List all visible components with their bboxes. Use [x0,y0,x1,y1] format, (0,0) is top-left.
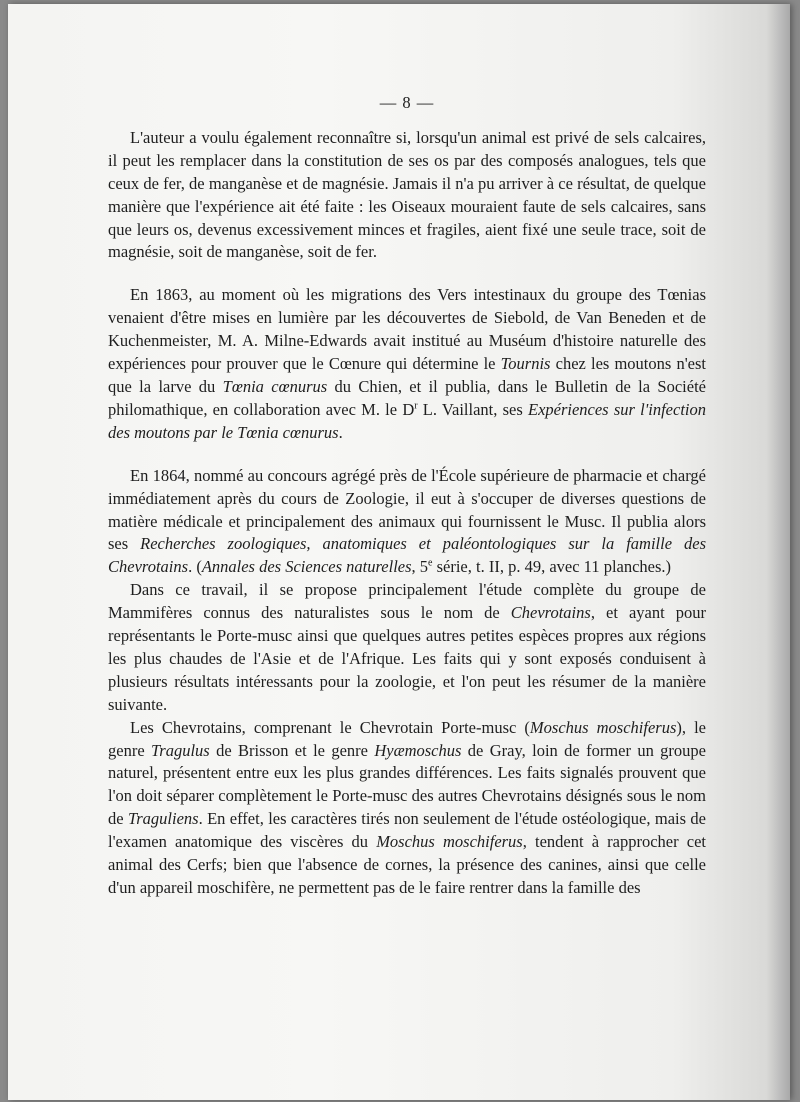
text-span: de Gray, loin de former un groupe naturel, présentent entre eux les plus grandes différences. Les faits signalés prouvent que l'on doit séparer complètement le Porte-musc des autres Chevrotains désignés sous le nom de [108,740,706,829]
paragraph-2 [108,284,706,444]
text-span: série, t. II, p. 49, avec 11 planches.) [432,557,672,577]
italic-term: Tragulus [151,740,210,760]
paragraph-5 [108,717,706,900]
text-span: Dans ce travail, il se propose principalement l'étude complète du groupe de Mammifères connus des naturalistes sous le nom de [108,580,706,623]
text-span: , et ayant pour représentants le Porte-musc ainsi que quelques autres petites espèces propres aux régions les plus chaudes de l'Asie et de l'Afrique. Les faits qui y sont exposés conduisent à plusieurs résultats intéressants pour la zoologie, et l'on peut les résumer de la manière suivante. [108,603,706,714]
publication-title: Recherches zoologiques, anatomiques et paléontologiques sur la famille des Chevrotains [108,534,707,577]
journal-title: Annales des Sciences naturelles [201,557,412,577]
italic-term: Chevrotains [510,603,591,623]
text-span: du Chien, et il publia, dans le Bulletin de la Société philomathique, en collaboration avec M. le D [108,376,706,419]
text-span: de Brisson et le genre [209,740,375,760]
italic-term: Tœnia cœnurus [222,376,328,396]
text-span: . [338,422,343,442]
text-span: ), le genre [108,717,706,760]
text-span: Les Chevrotains, comprenant le Chevrotain Porte-musc ( [130,717,530,737]
page-number: — 8 — [379,93,435,112]
paragraph-4 [108,579,706,716]
page-content [108,92,706,900]
superscript: r [414,400,418,412]
text-span: , 5 [411,557,429,577]
italic-term: Traguliens [127,809,199,829]
publication-title: Expériences sur l'infection des moutons par le Tœnia cœnurus [108,399,706,442]
text-span: . ( [188,557,202,577]
text-span: L. Vaillant, ses [417,399,528,419]
italic-term: Moschus moschiferus [529,717,677,737]
italic-term: Moschus moschiferus [376,832,523,852]
superscript: e [428,557,433,569]
document-page [8,4,790,1100]
text-span: . En effet, les caractères tirés non seulement de l'étude ostéologique, mais de l'examen anatomique des viscères du [108,809,706,852]
text-span: En 1864, nommé au concours agrégé près de l'École supérieure de pharmacie et chargé immédiatement après du cours de Zoologie, il eut à s'occuper de diverses questions de matière médicale et principalement des animaux qui fournissent le Musc. Il publia alors ses [108,465,706,554]
italic-term: Tournis [500,354,551,374]
text-span: chez les moutons n'est que la larve du [108,354,706,396]
paragraph-1: L'auteur a voulu également reconnaître si, lorsqu'un animal est privé de sels calcaires, il peut les remplacer dans la constitution de ses os par des composés analogues, tels que ceux de fer, de manganèse et de magnésie. Jamais il n'a pu arriver à ce résultat, de quelque manière que l'expérience ait été faite : les Oiseaux mouraient faute de sels calcaires, sans que leurs os, devenus excessivement minces et fragiles, aient fixé une seule trace, soit de magnésie, soit de manganèse, soit de fer. [108,127,706,262]
italic-term: Hyæmoschus [374,740,462,760]
text-span: , tendent à rapprocher cet animal des Cerfs; bien que l'absence de cornes, la présence des canines, ainsi que celle d'un appareil moschifère, ne permettent pas de le faire rentrer dans la famille des [108,832,706,897]
text-span: En 1863, au moment où les migrations des Vers intestinaux du groupe des Tœnias venaient d'être mises en lumière par les découvertes de Siebold, de Van Beneden et de Kuchenmeister, M. A. Milne-Edwards avait institué au Muséum d'histoire naturelle des expériences pour prouver que le Cœnure qui détermine le [108,285,706,374]
paragraph-3 [108,465,706,580]
